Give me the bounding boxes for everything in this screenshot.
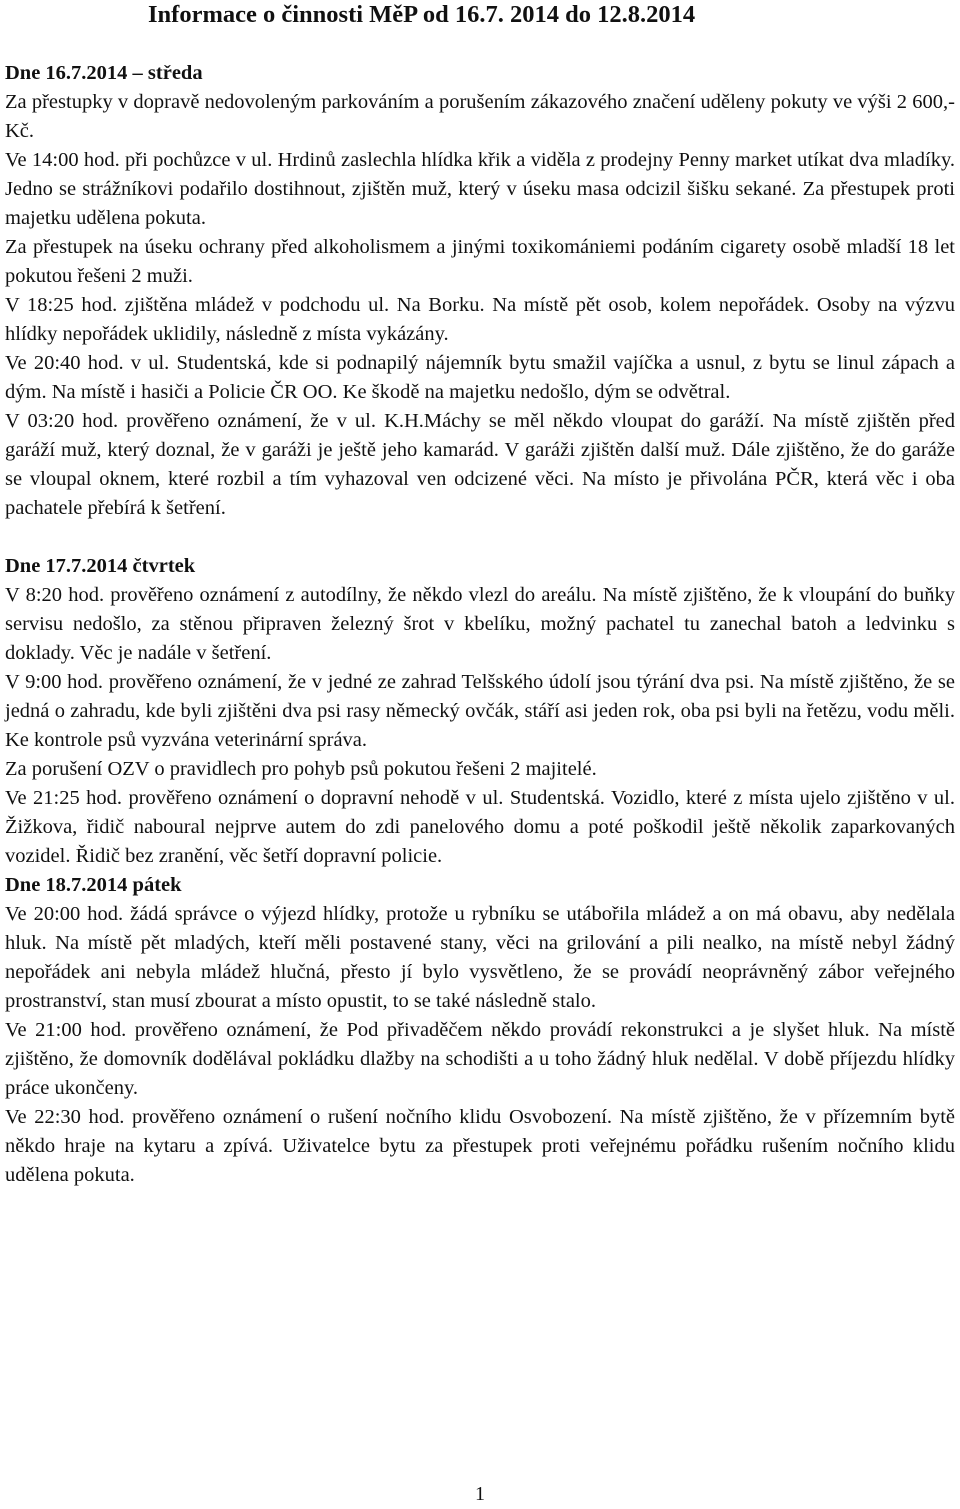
report-entry: Za porušení OZV o pravidlech pro pohyb psů pokutou řešeni 2 majitelé. (5, 758, 597, 780)
report-entry: Za přestupky v dopravě nedovoleným parkováním a porušením zákazového značení uděleny pokuty ve výši 2 600,- Kč. (5, 91, 955, 142)
report-entry: Ve 20:40 hod. v ul. Studentská, kde si podnapilý nájemník bytu smažil vajíčka a usnul, z bytu se linul zápach a dým. Na místě i hasiči a Policie ČR OO. Ke škodě na majetku nedošlo, dým se odvětral. (5, 352, 955, 403)
report-entry: Ve 21:25 hod. prověřeno oznámení o dopravní nehodě v ul. Studentská. Vozidlo, které z místa ujelo zjištěno v ul. Žižkova, řidič naboural nejprve autem do zdi panelového domu a poté poškodil ještě několik zaparkovaných vozidel. Řidič bez zranění, věc šetří dopravní policie. (5, 787, 955, 867)
report-entry: V 8:20 hod. prověřeno oznámení z autodílny, že někdo vlezl do areálu. Na místě zjištěno, že k vloupání do buňky servisu nedošlo, za stěnou připraven železný šrot v kbelíku, možný pachatel tu zanechal batoh a ledvinku s doklady. Věc je nadále v šetření. (5, 584, 955, 664)
spacer (5, 523, 955, 552)
report-entry: V 18:25 hod. zjištěna mládež v podchodu ul. Na Borku. Na místě pět osob, kolem nepořádek. Osoby na výzvu hlídky nepořádek uklidily, následně z místa vykázány. (5, 294, 955, 345)
page-number: 1 (475, 1483, 485, 1505)
report-entry: Ve 22:30 hod. prověřeno oznámení o rušení nočního klidu Osvobození. Na místě zjištěno, že v přízemním bytě někdo hraje na kytaru a zpívá. Uživatelce bytu za přestupek proti veřejnému pořádku rušením nočního klidu udělena pokuta. (5, 1106, 955, 1186)
day-section-16-7 (5, 59, 955, 523)
report-entry: Ve 21:00 hod. prověřeno oznámení, že Pod přivaděčem někdo provádí rekonstrukci a je slyšet hluk. Na místě zjištěno, že domovník dodělával pokládku dlažby na schodišti a u toho žádný hluk nedělal. V době příjezdu hlídky práce ukončeny. (5, 1019, 955, 1099)
day-heading: Dne 17.7.2014 čtvrtek (5, 555, 196, 577)
report-entry: Ve 20:00 hod. žádá správce o výjezd hlídky, protože u rybníku se utábořila mládež a on má obavu, aby nedělala hluk. Na místě pět mladých, kteří měli postavené stany, věci na grilování a pili nealko, na místě nebyl žádný nepořádek ani nebyla mládež hlučná, přesto jí bylo vysvětleno, že se provádí neoprávněný zábor veřejného prostranství, stan musí zbourat a místo opustit, to se také následně stalo. (5, 903, 955, 1012)
report-entry: Ve 14:00 hod. při pochůzce v ul. Hrdinů zaslechla hlídka křik a viděla z prodejny Penny market utíkat dva mladíky. Jedno se strážníkovi podařilo dostihnout, zjištěn muž, který v úseku masa odcizil šišku sekané. Za přestupek proti majetku udělena pokuta. (5, 149, 955, 229)
day-heading: Dne 16.7.2014 – středa (5, 62, 203, 84)
report-entry: V 9:00 hod. prověřeno oznámení, že v jedné ze zahrad Telšského údolí jsou týrání dva psi. Na místě zjištěno, že se jedná o zahradu, kde byli zjištěni dva psi rasy německý ovčák, stáří asi jeden rok, oba psi byli na řetězu, vodu měli. Ke kontrole psů vyzvána veterinární správa. (5, 671, 955, 751)
report-entry: Za přestupek na úseku ochrany před alkoholismem a jinými toxikomániemi podáním cigarety osobě mladší 18 let pokutou řešeni 2 muži. (5, 236, 955, 287)
spacer (5, 30, 955, 59)
document-title: Informace o činnosti MěP od 16.7. 2014 do 12.8.2014 (148, 1, 696, 28)
day-section-18-7 (5, 871, 955, 1190)
day-heading: Dne 18.7.2014 pátek (5, 874, 182, 896)
day-section-17-7 (5, 552, 955, 871)
report-entry: V 03:20 hod. prověřeno oznámení, že v ul. K.H.Máchy se měl někdo vloupat do garáží. Na místě zjištěn před garáží muž, který doznal, že v garáži je ještě jeho kamarád. V garáži zjištěn další muž. Dále zjištěno, že do garáže se vloupal oknem, které rozbil a tím vyhazoval ven odcizené věci. Na místo je přivolána PČR, která věc i oba pachatele přebírá k šetření. (5, 410, 955, 519)
document-page (5, 0, 955, 1190)
